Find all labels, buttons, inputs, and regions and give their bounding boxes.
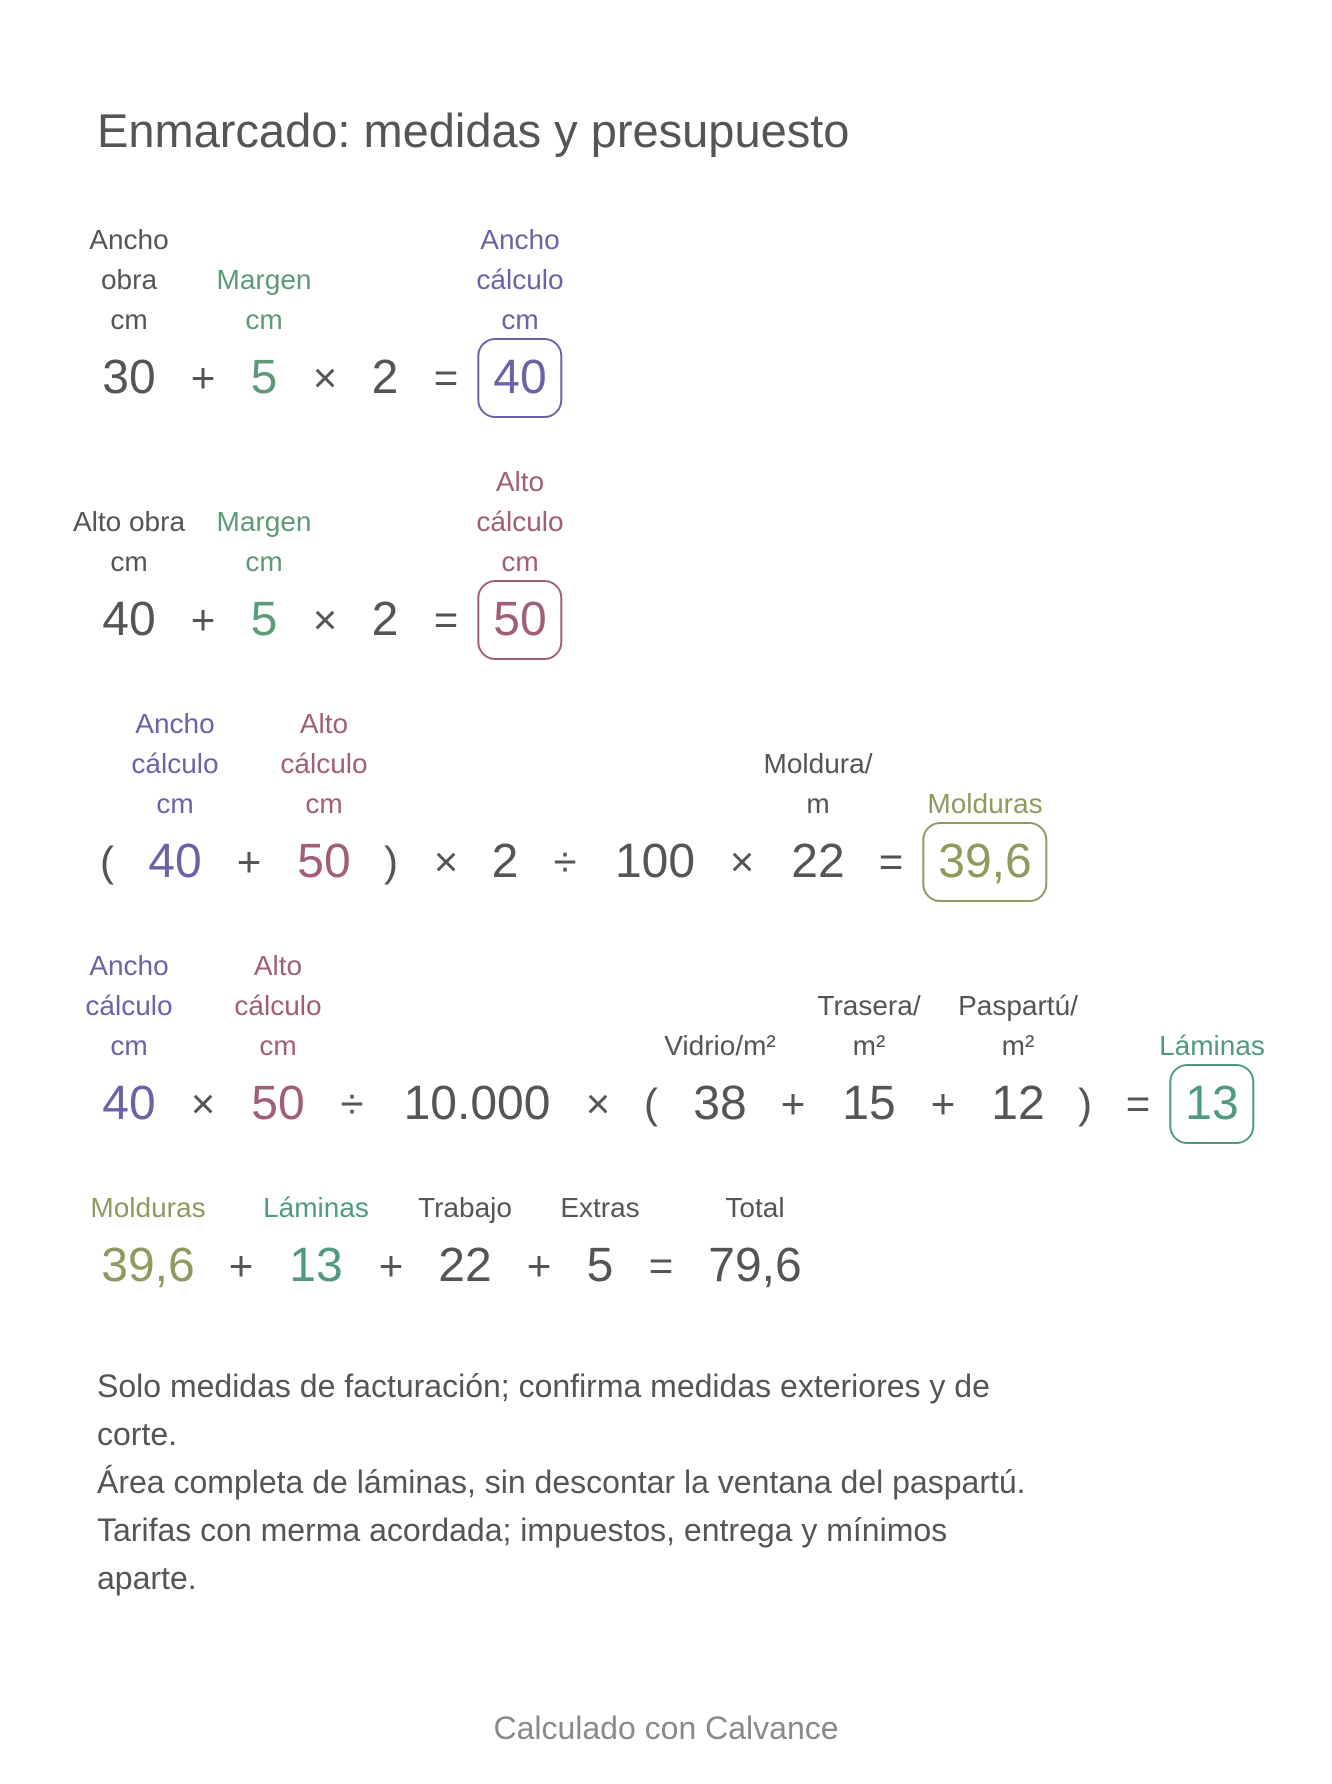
- label-laminas: Láminas: [1159, 1030, 1265, 1061]
- value-laminas: 13: [289, 1239, 343, 1292]
- paren-close: ): [384, 838, 398, 885]
- label-vidrio: Vidrio/m²: [664, 1030, 776, 1061]
- page-title: Enmarcado: medidas y presupuesto: [97, 104, 850, 157]
- value-alto-obra: 40: [102, 593, 156, 646]
- value-trabajo: 22: [438, 1239, 492, 1292]
- footer-prefix: Calculado con: [493, 1710, 697, 1746]
- value-extras: 5: [586, 1239, 614, 1292]
- operator-equals: =: [1125, 1080, 1151, 1127]
- label-trabajo: Trabajo: [418, 1192, 512, 1223]
- value-factor: 2: [371, 593, 399, 646]
- paren-close: ): [1078, 1080, 1092, 1127]
- operator-plus: +: [930, 1080, 956, 1127]
- operator-times: ×: [312, 596, 338, 643]
- operator-times: ×: [312, 354, 338, 401]
- paren-open: (: [100, 838, 114, 885]
- value-divisor: 100: [614, 835, 696, 888]
- label-alto-calculo: Alto cálculo cm: [280, 708, 368, 819]
- operator-times: ×: [433, 838, 459, 885]
- operator-plus: +: [378, 1242, 404, 1289]
- value-moldura-por-metro: 22: [791, 835, 845, 888]
- note: Área completa de láminas, sin descontar la ventana del paspartú.: [97, 1464, 1026, 1500]
- operator-times: ×: [190, 1080, 216, 1127]
- notes: [97, 1362, 1027, 1602]
- paren-open: (: [644, 1080, 658, 1127]
- value-alto-calculo: 50: [297, 835, 351, 888]
- label-paspartu: Paspartú/ m²: [958, 990, 1078, 1061]
- result-laminas: 13: [1169, 1064, 1254, 1144]
- operator-plus: +: [780, 1080, 806, 1127]
- label-ancho-calculo: Ancho cálculo cm: [476, 224, 564, 335]
- footer-brand[interactable]: Calvance: [705, 1710, 839, 1746]
- label-alto-calculo: Alto cálculo cm: [476, 466, 564, 577]
- value-divisor: 10.000: [403, 1077, 551, 1130]
- operator-equals: =: [648, 1242, 674, 1289]
- label-alto-obra: Alto obra cm: [72, 506, 186, 577]
- operator-times: ×: [729, 838, 755, 885]
- value-vidrio: 38: [693, 1077, 747, 1130]
- value-trasera: 15: [842, 1077, 896, 1130]
- result-alto-calculo: 50: [477, 580, 562, 660]
- label-laminas: Láminas: [263, 1192, 369, 1223]
- operator-plus: +: [228, 1242, 254, 1289]
- label-molduras: Molduras: [927, 788, 1043, 819]
- value-factor: 2: [371, 351, 399, 404]
- label-moldura-por-metro: Moldura/ m: [763, 748, 873, 819]
- label-ancho-calculo: Ancho cálculo cm: [131, 708, 219, 819]
- value-factor: 2: [491, 835, 519, 888]
- operator-plus: +: [190, 354, 216, 401]
- note: Tarifas con merma acordada; impuestos, entrega y mínimos aparte.: [97, 1512, 948, 1596]
- value-paspartu: 12: [991, 1077, 1045, 1130]
- footer-credit: [0, 1710, 1332, 1747]
- operator-plus: +: [190, 596, 216, 643]
- label-margen: Margen cm: [216, 506, 312, 577]
- note: Solo medidas de facturación; confirma medidas exteriores y de corte.: [97, 1368, 990, 1452]
- label-molduras: Molduras: [90, 1192, 206, 1223]
- value-molduras: 39,6: [101, 1239, 195, 1292]
- value-margen: 5: [250, 593, 278, 646]
- label-ancho-obra: Ancho obra cm: [89, 224, 169, 335]
- label-extras: Extras: [560, 1192, 640, 1223]
- operator-divide: ÷: [553, 838, 577, 885]
- result-ancho-calculo: 40: [477, 338, 562, 418]
- value-ancho-obra: 30: [102, 351, 156, 404]
- result-total: 79,6: [708, 1239, 802, 1292]
- value-alto-calculo: 50: [251, 1077, 305, 1130]
- label-trasera: Trasera/ m²: [817, 990, 921, 1061]
- operator-plus: +: [236, 838, 262, 885]
- operator-divide: ÷: [340, 1080, 364, 1127]
- operator-plus: +: [526, 1242, 552, 1289]
- label-ancho-calculo: Ancho cálculo cm: [85, 950, 173, 1061]
- value-ancho-calculo: 40: [102, 1077, 156, 1130]
- operator-equals: =: [433, 596, 459, 643]
- operator-times: ×: [585, 1080, 611, 1127]
- operator-equals: =: [878, 838, 904, 885]
- value-margen: 5: [250, 351, 278, 404]
- label-total: Total: [725, 1192, 785, 1223]
- label-alto-calculo: Alto cálculo cm: [234, 950, 322, 1061]
- value-ancho-calculo: 40: [148, 835, 202, 888]
- label-margen: Margen cm: [216, 264, 312, 335]
- operator-equals: =: [433, 354, 459, 401]
- result-molduras: 39,6: [922, 822, 1047, 902]
